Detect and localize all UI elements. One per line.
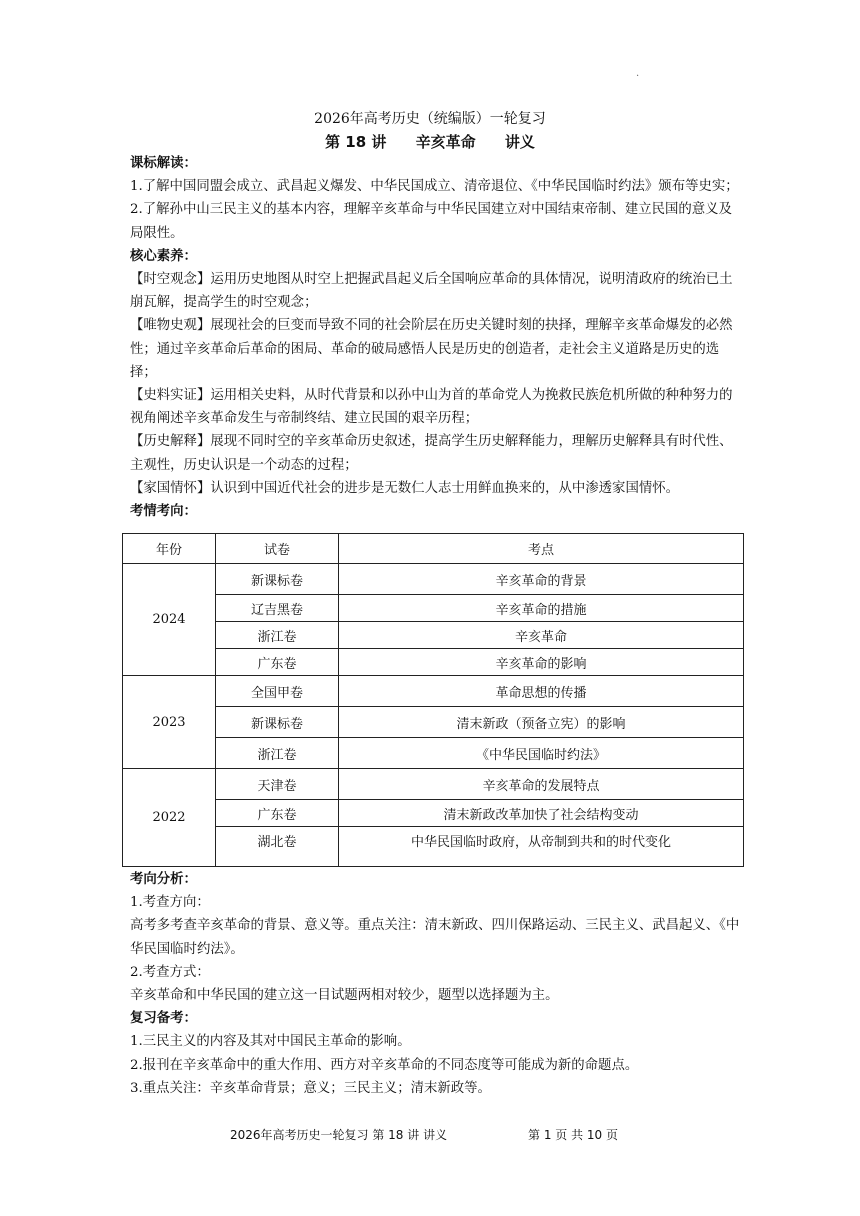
year-cell: 2022 [123, 769, 216, 867]
document-title: 2026年高考历史（统编版）一轮复习 [314, 111, 546, 127]
analysis-text: 辛亥革命和中华民国的建立这一目试题两相对较少，题型以选择题为主。 [130, 988, 559, 1004]
point-cell: 辛亥革命的背景 [339, 564, 744, 595]
page-number: 第 1 页 共 10 页 [528, 1128, 618, 1142]
curriculum-item: 2.了解孙中山三民主义的基本内容，理解辛亥革命与中华民国建立对中国结束帝制、建立民国的意义及局限性。 [130, 202, 732, 241]
footer-title: 2026年高考历史一轮复习 第 18 讲 讲义 [230, 1128, 448, 1142]
literacy-tag: 【家国情怀】 [130, 480, 211, 496]
table-row [123, 827, 744, 867]
paper-cell: 天津卷 [216, 769, 339, 800]
curriculum-item: 1.了解中国同盟会成立、武昌起义爆发、中华民国成立、清帝退位、《中华民国临时约法》颁布等史实； [130, 179, 739, 195]
point-cell: 中华民国临时政府，从帝制到共和的时代变化 [339, 827, 744, 867]
literacy-text: 认识到中国近代社会的进步是无数仁人志士用鲜血换来的，从中渗透家国情怀。 [210, 480, 680, 496]
literacy-tag: 【时空观念】 [130, 272, 211, 288]
analysis-section [130, 868, 742, 1100]
table-row [123, 738, 744, 769]
year-cell: 2023 [123, 676, 216, 769]
point-cell: 辛亥革命的发展特点 [339, 769, 744, 800]
table-row [123, 769, 744, 800]
table-row [123, 564, 744, 595]
literacy-item [130, 477, 742, 500]
literacy-text: 展现社会的巨变而导致不同的社会阶层在历史关键时刻的抉择，理解辛亥革命爆发的必然性；通过辛亥革命后革命的困局、革命的破局感悟人民是历史的创造者，走社会主义道路是历史的选择； [130, 318, 733, 380]
main-content [130, 152, 742, 523]
table-row [123, 800, 744, 827]
paper-cell: 辽吉黑卷 [216, 595, 339, 622]
paper-cell: 全国甲卷 [216, 676, 339, 707]
analysis-subheading: 2.考查方式： [130, 964, 210, 980]
literacy-tag: 【唯物史观】 [130, 318, 211, 334]
column-header-point: 考点 [339, 534, 744, 564]
point-cell: 清末新政（预备立宪）的影响 [339, 707, 744, 738]
table-header-row [123, 534, 744, 564]
table-row [123, 649, 744, 676]
literacy-item [130, 384, 742, 430]
header-mark: . [636, 68, 640, 79]
literacy-text: 运用相关史料，从时代背景和以孙中山为首的革命党人为挽救民族危机所做的种种努力的视角阐述辛亥革命发生与帝制终结、建立民国的艰辛历程； [130, 388, 733, 427]
review-item: 2.报刊在辛亥革命中的重大作用、西方对辛亥革命的不同态度等可能成为新的命题点。 [130, 1057, 639, 1073]
column-header-year: 年份 [123, 534, 216, 564]
paper-cell: 新课标卷 [216, 564, 339, 595]
paper-cell: 湖北卷 [216, 827, 339, 867]
analysis-heading: 考向分析： [130, 872, 197, 887]
literacy-tag: 【史料实证】 [130, 388, 211, 404]
literacy-item [130, 430, 742, 476]
literacy-item [130, 268, 742, 314]
paper-cell: 广东卷 [216, 800, 339, 827]
lecture-number: 第 18 讲 [325, 133, 387, 151]
literacy-text: 展现不同时空的辛亥革命历史叙述，提高学生历史解释能力，理解历史解释具有时代性、主观性，历史认识是一个动态的过程； [130, 434, 733, 473]
paper-cell: 浙江卷 [216, 622, 339, 649]
paper-cell: 广东卷 [216, 649, 339, 676]
literacy-tag: 【历史解释】 [130, 434, 211, 450]
table-row [123, 676, 744, 707]
point-cell: 辛亥革命的措施 [339, 595, 744, 622]
review-item: 3.重点关注：辛亥革命背景；意义；三民主义；清末新政等。 [130, 1080, 491, 1096]
analysis-text: 高考多考查辛亥革命的背景、意义等。重点关注：清末新政、四川保路运动、三民主义、武昌起义、《中华民国临时约法》。 [130, 918, 740, 957]
exam-trends-table [122, 533, 744, 867]
point-cell: 《中华民国临时约法》 [339, 738, 744, 769]
point-cell: 清末新政改革加快了社会结构变动 [339, 800, 744, 827]
literacy-text: 运用历史地图从时空上把握武昌起义后全国响应革命的具体情况，说明清政府的统治已土崩瓦解，提高学生的时空观念； [130, 272, 733, 311]
table-row [123, 707, 744, 738]
exam-trends-heading: 考情考向： [130, 504, 197, 520]
review-item: 1.三民主义的内容及其对中国民主革命的影响。 [130, 1034, 411, 1050]
review-heading: 复习备考： [130, 1011, 197, 1027]
lecture-topic: 辛亥革命 [415, 133, 476, 151]
analysis-subheading: 1.考查方向： [130, 895, 210, 911]
curriculum-heading: 课标解读： [130, 156, 197, 171]
literacy-heading: 核心素养： [130, 248, 197, 264]
point-cell: 辛亥革命 [339, 622, 744, 649]
table-row [123, 595, 744, 622]
literacy-item [130, 314, 742, 384]
point-cell: 辛亥革命的影响 [339, 649, 744, 676]
table-row [123, 622, 744, 649]
lecture-type: 讲义 [504, 133, 535, 151]
point-cell: 革命思想的传播 [339, 676, 744, 707]
paper-cell: 浙江卷 [216, 738, 339, 769]
year-cell: 2024 [123, 564, 216, 676]
paper-cell: 新课标卷 [216, 707, 339, 738]
lecture-title [0, 131, 860, 152]
column-header-paper: 试卷 [216, 534, 339, 564]
